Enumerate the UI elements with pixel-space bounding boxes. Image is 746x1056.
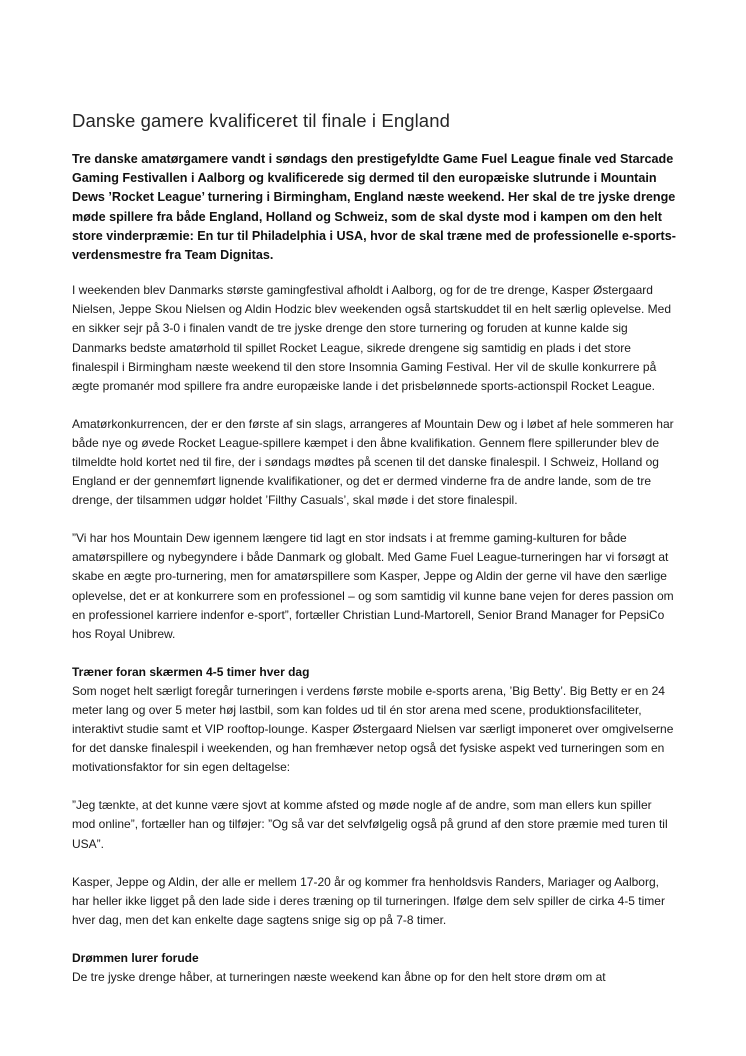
section-heading: Drømmen lurer forude bbox=[72, 950, 199, 965]
body-paragraph: Som noget helt særligt foregår turneringen i verdens første mobile e-sports arena, ’Big Betty’. Big Betty er en 24 meter lang og over 5 meter høj lastbil, som kan foldes ud til én stor arena med scene, produktionsfaciliteter, interaktivt studie samt et VIP rooftop-lounge. Kasper Østergaard Nielsen var særligt imponeret over omgivelserne for det danske finalespil i weekenden, og han fremhæver netop også det fysiske aspekt ved turneringen som en motivationsfaktor for sin egen deltagelse: bbox=[72, 683, 674, 775]
lead-paragraph: Tre danske amatørgamere vandt i søndags den prestigefyldte Game Fuel League finale ved Starcade Gaming Festivallen i Aalborg og kvalificerede sig dermed til den europæiske slutrunde i Mountain Dews ’Rocket League’ turnering i Birmingham, England næste weekend. Her skal de tre jyske drenge møde spillere fra både England, Holland og Schweiz, som de skal dyste mod i kampen om den helt store vinderpræmie: En tur til Philadelphia i USA, hvor de skal træne med de professionelle e-sports-verdensmestre fra Team Dignitas. bbox=[72, 152, 676, 263]
body-paragraph: De tre jyske drenge håber, at turneringen næste weekend kan åbne op for den helt store drøm om at bbox=[72, 970, 606, 985]
page-title: Danske gamere kvalificeret til finale i England bbox=[72, 110, 450, 131]
document-body bbox=[72, 109, 678, 1006]
body-paragraph: Amatørkonkurrencen, der er den første af sin slags, arrangeres af Mountain Dew og i løbet af hele sommeren har både nye og øvede Rocket League-spillere kæmpet i den åbne kvalifikation. Gennem flere spillerunder blev de tilmeldte hold kortet ned til fire, der i søndags mødtes på scenen til det danske finalespil. I Schweiz, Holland og England er der gennemført lignende kvalifikationer, og det er dermed vinderne fra de andre lande, som de tre drenge, der tilsammen udgør holdet ’Filthy Casuals’, skal møde i det store finalespil. bbox=[72, 416, 674, 508]
section-heading: Træner foran skærmen 4-5 timer hver dag bbox=[72, 664, 310, 679]
body-paragraph: I weekenden blev Danmarks største gamingfestival afholdt i Aalborg, og for de tre drenge, Kasper Østergaard Nielsen, Jeppe Skou Nielsen og Aldin Hodzic blev weekenden også startskuddet til en helt særlig oplevelse. Med en sikker sejr på 3-0 i finalen vandt de tre jyske drenge den store turnering og foruden at kunne kalde sig Danmarks bedste amatørhold til spillet Rocket League, sikrede drengene sig samtidig en plads i det store finalespil i Birmingham næste weekend til den store Insomnia Gaming Festival. Her vil de skulle konkurrere på ægte promanér mod spillere fra andre europæiske lande i det prisbelønnede sports-actionspil Rocket League. bbox=[72, 283, 672, 393]
quote-paragraph: ”Jeg tænkte, at det kunne være sjovt at komme afsted og møde nogle af de andre, som man ellers kun spiller mod online”, fortæller han og tilføjer: ”Og så var det selvfølgelig også på grund af den store præmie med turen til USA”. bbox=[72, 798, 668, 851]
body-paragraph: ”Vi har hos Mountain Dew igennem længere tid lagt en stor indsats i at fremme gaming-kulturen for både amatørspillere og nybegyndere i både Danmark og globalt. Med Game Fuel League-turneringen har vi forsøgt at skabe en ægte pro-turnering, men for amatørspillere som Kasper, Jeppe og Aldin der gerne vil have den særlige oplevelse, det er at konkurrere som en professionel – og som samtidig vil kunne bane vejen for deres passion om en professionel karriere indenfor e-sport”, fortæller Christian Lund-Martorell, Senior Brand Manager for PepsiCo hos Royal Unibrew. bbox=[72, 531, 674, 641]
body-paragraph: Kasper, Jeppe og Aldin, der alle er mellem 17-20 år og kommer fra henholdsvis Randers, Mariager og Aalborg, har heller ikke ligget på den lade side i deres træning op til turneringen. Ifølge dem selv spiller de cirka 4-5 timer hver dag, men det kan enkelte dage sagtens snige sig op på 7-8 timer. bbox=[72, 874, 665, 927]
